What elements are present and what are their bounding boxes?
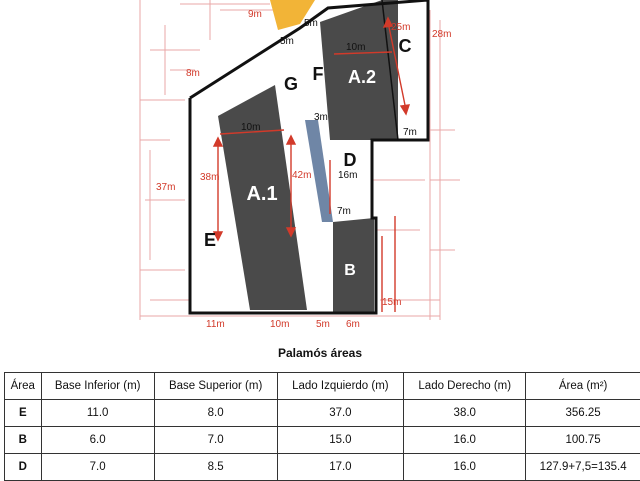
- dimension-labels: [156, 9, 451, 330]
- dim-top-5m-b: 5m: [280, 36, 294, 47]
- cell-area-value: 127.9+7,5=135.4: [526, 454, 640, 481]
- dim-a1-10m: 10m: [241, 122, 260, 133]
- dim-bottom-5m: 5m: [316, 319, 330, 330]
- dim-outer-28m: 28m: [432, 29, 451, 40]
- dim-e-38m: 38m: [200, 172, 219, 183]
- dim-c-25m: 25m: [391, 22, 410, 33]
- dim-bottom-10m: 10m: [270, 319, 289, 330]
- dim-bottom-11m: 11m: [206, 319, 225, 330]
- cell-base-superior: 7.0: [154, 427, 277, 454]
- col-header-area-m2: Área (m²): [526, 373, 640, 400]
- cell-area-name: D: [5, 454, 42, 481]
- cell-base-superior: 8.0: [154, 400, 277, 427]
- zone-label-g: G: [284, 74, 298, 94]
- dim-g-42m: 42m: [292, 170, 311, 181]
- table-row: [5, 400, 640, 427]
- col-header-lado-izquierdo: Lado Izquierdo (m): [277, 373, 404, 400]
- cell-area-value: 356.25: [526, 400, 640, 427]
- dim-b-15m: 15m: [382, 297, 401, 308]
- cell-base-inferior: 7.0: [41, 454, 154, 481]
- cell-base-superior: 8.5: [154, 454, 277, 481]
- zone-label-c: C: [399, 36, 412, 56]
- col-header-area: Área: [5, 373, 42, 400]
- cell-area-name: E: [5, 400, 42, 427]
- table-header-row: [5, 373, 640, 400]
- table-row: [5, 454, 640, 481]
- col-header-lado-derecho: Lado Derecho (m): [404, 373, 526, 400]
- cell-area-value: 100.75: [526, 427, 640, 454]
- col-header-base-inferior: Base Inferior (m): [41, 373, 154, 400]
- cell-lado-derecho: 16.0: [404, 454, 526, 481]
- dim-bottom-6m: 6m: [346, 319, 360, 330]
- zone-label-f: F: [313, 64, 324, 84]
- zone-label-a2: A.2: [348, 67, 376, 87]
- cell-lado-izquierdo: 15.0: [277, 427, 404, 454]
- zone-label-d: D: [344, 150, 357, 170]
- dim-d-16m: 16m: [338, 170, 357, 181]
- dim-f-3m: 3m: [314, 112, 328, 123]
- areas-table: [4, 372, 640, 481]
- cell-area-name: B: [5, 427, 42, 454]
- zone-label-a1: A.1: [246, 183, 277, 205]
- dim-top-5m-a: 5m: [304, 18, 318, 29]
- cell-lado-derecho: 16.0: [404, 427, 526, 454]
- col-header-base-superior: Base Superior (m): [154, 373, 277, 400]
- dim-d-7m: 7m: [337, 206, 351, 217]
- dim-outer-37m: 37m: [156, 182, 175, 193]
- cell-base-inferior: 6.0: [41, 427, 154, 454]
- table-title: Palamós áreas: [0, 346, 640, 360]
- dim-outer-8m: 8m: [186, 68, 200, 79]
- zone-label-e: E: [204, 230, 216, 250]
- cell-base-inferior: 11.0: [41, 400, 154, 427]
- cell-lado-izquierdo: 37.0: [277, 400, 404, 427]
- dim-a2-10m: 10m: [346, 42, 365, 53]
- dim-top-9m: 9m: [248, 9, 262, 20]
- dim-c-7m: 7m: [403, 127, 417, 138]
- cell-lado-derecho: 38.0: [404, 400, 526, 427]
- zone-label-b: B: [344, 262, 356, 279]
- cell-lado-izquierdo: 17.0: [277, 454, 404, 481]
- table-row: [5, 427, 640, 454]
